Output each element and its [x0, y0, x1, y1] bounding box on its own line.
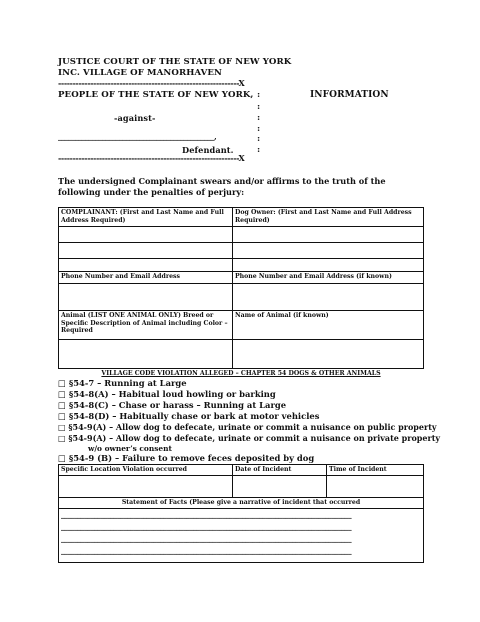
- facts-label: Statement of Facts (Please give a narrative of incident that occurred: [59, 498, 424, 509]
- owner-label: Dog Owner: (First and Last Name and Full Address Required): [233, 208, 424, 227]
- facts-line: ________________________________________________________________________________________: [61, 533, 352, 543]
- complainant-phone-field[interactable]: [59, 284, 233, 311]
- caption-colon: :: [257, 113, 261, 123]
- parties-table: [58, 207, 424, 369]
- animal-description-field[interactable]: [59, 340, 233, 369]
- violations-section: [58, 370, 441, 464]
- owner-address-field[interactable]: [233, 243, 424, 259]
- location-field[interactable]: [59, 476, 233, 498]
- violation-item[interactable]: □ §54-9 (B) – Failure to remove feces deposited by dog: [58, 453, 315, 463]
- location-label: Specific Location Violation occurred: [59, 465, 233, 476]
- facts-field[interactable]: [59, 508, 424, 562]
- violation-item[interactable]: □ §54-7 – Running at Large: [58, 378, 187, 388]
- violations-title: VILLAGE CODE VIOLATION ALLEGED – CHAPTER 54 DOGS & OTHER ANIMALS: [101, 370, 381, 377]
- time-label: Time of Incident: [327, 465, 424, 476]
- complainant-phone-label: Phone Number and Email Address: [59, 272, 233, 284]
- date-field[interactable]: [233, 476, 327, 498]
- owner-name-field[interactable]: [233, 227, 424, 243]
- village-name: INC. VILLAGE OF MANORHAVEN: [58, 68, 222, 78]
- facts-line: ________________________________________________________________________________________: [61, 509, 352, 519]
- owner-phone-field[interactable]: [233, 284, 424, 311]
- violation-item[interactable]: □ §54-8(A) – Habitual loud howling or barking: [58, 389, 276, 399]
- complainant-label: COMPLAINANT: (First and Last Name and Full Address Required): [59, 208, 233, 227]
- incident-table: [58, 464, 424, 563]
- complainant-name-field[interactable]: [59, 227, 233, 243]
- defendant-label: Defendant.: [182, 145, 234, 155]
- caption-colon: :: [257, 145, 261, 155]
- people-of-state: PEOPLE OF THE STATE OF NEW YORK,: [58, 90, 254, 100]
- violation-item[interactable]: □ §54-8(C) – Chase or harass – Running at Large: [58, 400, 287, 410]
- court-name: JUSTICE COURT OF THE STATE OF NEW YORK: [58, 57, 292, 67]
- facts-line: ________________________________________________________________________________________: [61, 545, 352, 555]
- caption-colon: :: [257, 102, 261, 112]
- animal-name-field[interactable]: [233, 340, 424, 369]
- checkbox[interactable]: □: [58, 411, 66, 421]
- against-label: -against-: [114, 113, 156, 123]
- animal-name-label: Name of Animal (if known): [233, 311, 424, 340]
- caption-colon: :: [257, 124, 261, 134]
- checkbox[interactable]: □: [58, 422, 66, 432]
- violation-item[interactable]: □ §54-9(A) – Allow dog to defecate, urinate or commit a nuisance on public property: [58, 422, 437, 432]
- violation-item[interactable]: □ §54-8(D) – Habitually chase or bark at motor vehicles: [58, 411, 320, 421]
- animal-description-label: Animal (LIST ONE ANIMAL ONLY) Breed or Specific Description of Animal including Color – Required: [59, 311, 233, 340]
- owner-phone-label: Phone Number and Email Address (if known): [233, 272, 424, 284]
- document-type: INFORMATION: [310, 90, 389, 100]
- checkbox[interactable]: □: [58, 433, 66, 443]
- complainant-address-field[interactable]: [59, 243, 233, 259]
- time-field[interactable]: [327, 476, 424, 498]
- caption-divider-top: --------------------------------------------------------------X: [58, 78, 245, 88]
- violation-item[interactable]: □ §54-9(A) – Allow dog to defecate, urinate or commit a nuisance on private property: [58, 433, 441, 443]
- checkbox[interactable]: □: [58, 378, 66, 388]
- facts-line: ________________________________________________________________________________________: [61, 521, 352, 531]
- date-label: Date of Incident: [233, 465, 327, 476]
- caption-divider-bottom: --------------------------------------------------------------X: [58, 153, 245, 163]
- owner-address-field-2[interactable]: [233, 259, 424, 272]
- checkbox[interactable]: □: [58, 389, 66, 399]
- defendant-signature-line: ______________________________________________,: [58, 132, 217, 141]
- complainant-address-field-2[interactable]: [59, 259, 233, 272]
- checkbox[interactable]: □: [58, 400, 66, 410]
- caption-colon: :: [257, 134, 261, 144]
- violation-subtext: w/o owner’s consent: [88, 444, 172, 453]
- complainant-oath: The undersigned Complainant swears and/or affirms to the truth of the following under the penalties of perjury:: [58, 176, 386, 197]
- checkbox[interactable]: □: [58, 453, 66, 463]
- caption-colon: :: [257, 90, 261, 100]
